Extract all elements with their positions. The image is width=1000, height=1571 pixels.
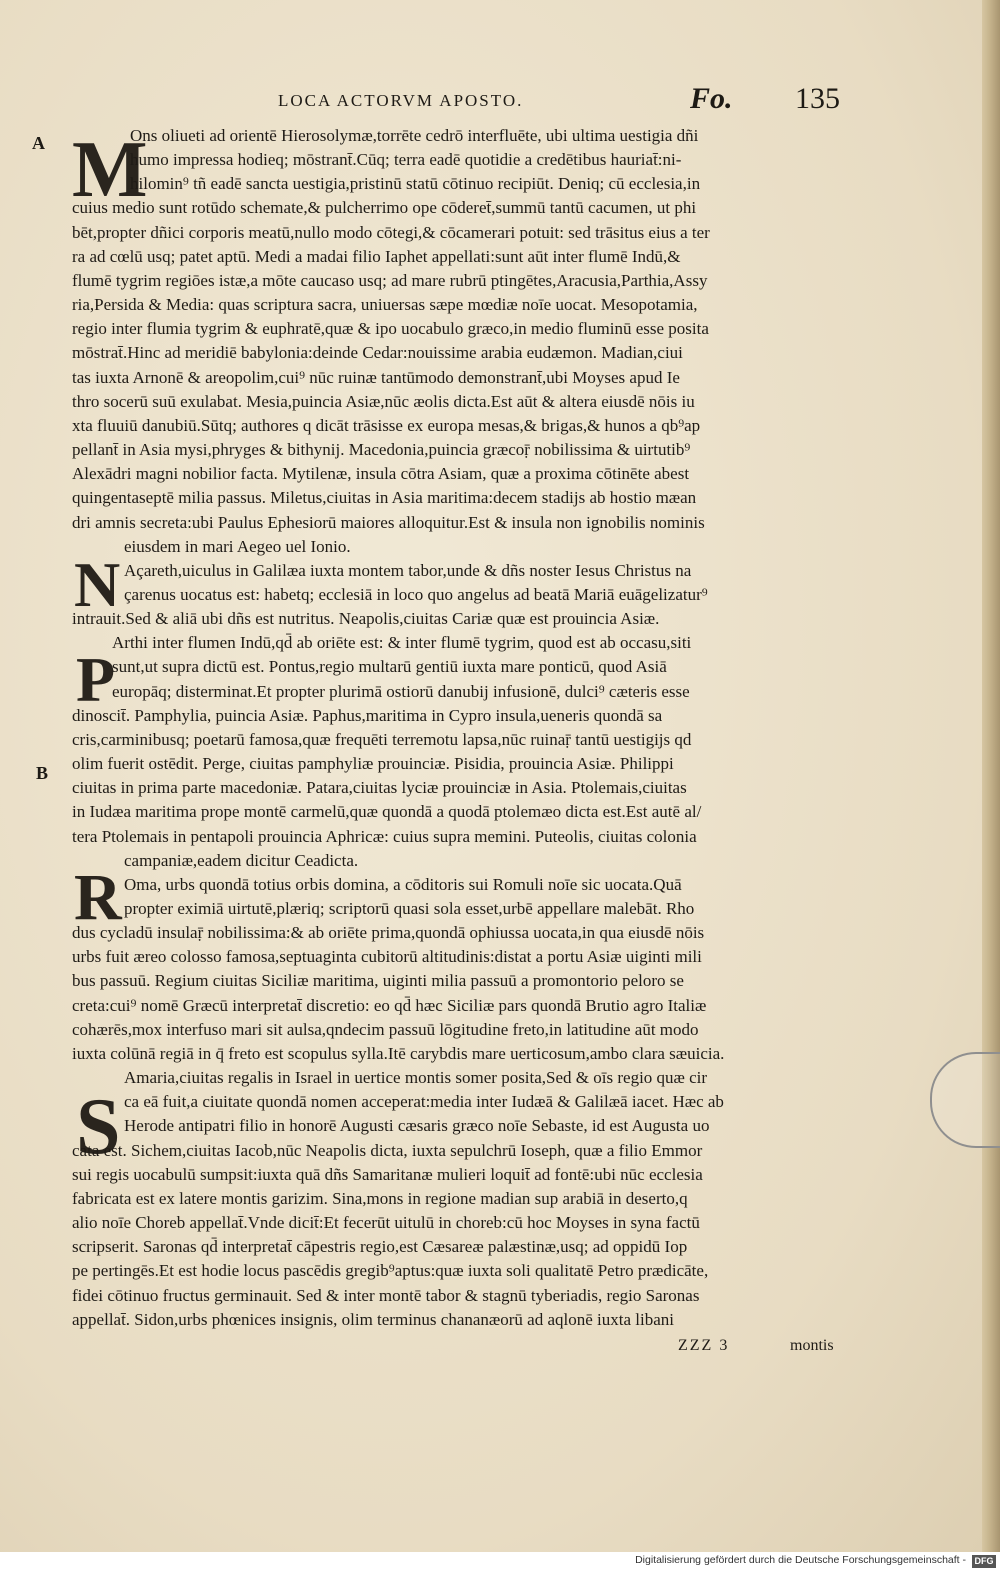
text-line: fabricata est ex latere montis garizim. Sina,mons in regione madian sup arabiā in deserto,q	[72, 1188, 688, 1208]
text-line: appellat̄. Sidon,urbs phœnices insignis, olim terminus chananæorū ad aqlonē iuxta libani	[72, 1309, 674, 1329]
initial-n: N	[74, 549, 121, 620]
text-line: pe pertingēs.Et est hodie locus pascēdis gregib⁹aptus:quæ iuxta soli qualitatē Petro prædicāte,	[72, 1261, 709, 1281]
text-line: Alexādri magni nobilior facta. Mytilenæ, insula cōtra Asiam, quæ a proxima cōtinēte abest	[72, 464, 690, 484]
text-line: olim fuerit ostēdit. Perge, ciuitas pamphyliæ prouinciæ. Pisidia, prouincia Asiæ. Philippi	[72, 754, 674, 774]
text-line: ciuitas in prima parte macedoniæ. Patara,ciuitas lyciæ prouinciæ in Asia. Ptolemais,ciuitas	[72, 778, 687, 798]
text-line: alio noīe Choreb appellat̄.Vnde dicit̄:Et fecerūt uitulū in choreb:cū hoc Moyses in syna factū	[72, 1213, 700, 1233]
initial-s: S	[76, 1083, 121, 1171]
text-line: xta fluuiū danubiū.Sūtq; authores q dicāt trāsisse ex europa mesas,& brigas,& hunos a qb⁹ap	[72, 415, 701, 435]
text-line: in Iudæa maritima prope montē carmelū,quæ quondā a quodā ptolemæo dicta est.Est autē al/	[72, 802, 702, 822]
text-line: cuius medio sunt rotūdo schemate,& pulcherrimo ope cōderet̄,summū tantū cacumen, ut phi	[72, 198, 697, 218]
text-line: campaniæ,eadem dicitur Ceadicta.	[124, 850, 359, 870]
text-line: tas iuxta Arnonē & areopolim,cui⁹ nūc ruinæ tantūmodo demonstrant̄,ubi Moyses apud Ie	[72, 367, 680, 387]
folio-label: Fo.	[690, 82, 733, 115]
initial-r: R	[74, 861, 122, 934]
text-line: ra ad cœlū usq; patet aptū. Medi a madai filio Iaphet appellati:sunt aūt inter flumē Indū,&	[72, 246, 681, 266]
text-line: regio inter flumia tygrim & euphratē,quæ & ipo uocabulo græco,in medio fluminū esse posita	[72, 319, 709, 339]
catchword: montis	[790, 1337, 834, 1354]
text-line: urbs fuit æreo colosso famosa,septuaginta cubitorū altitudinis:distat a portu Asiæ uiginti mili	[72, 947, 702, 967]
text-line: bēt,propter dñici corporis meatū,nullo modo cōtegi,& cōcamerari potuit: sed trāsitus eius a ter	[72, 222, 710, 242]
dfg-logo-icon: DFG	[972, 1555, 996, 1568]
text-line: propter eximiā uirtutē,plæriq; scriptorū quasi sola esset,urbē appellare malebāt. Rho	[124, 899, 695, 918]
body-text	[72, 124, 844, 1332]
text-line: dinoscit̄. Pamphylia, puincia Asiæ. Paphus,maritima in Cypro insula,ueneris quondā sa	[72, 705, 663, 725]
folio-number: 135	[795, 82, 840, 115]
text-line: Amaria,ciuitas regalis in Israel in uertice montis somer posita,Sed & oīs regio quæ cir	[124, 1068, 708, 1088]
text-line: Herode antipatri filio in honorē Augusti cæsaris græco noīe Sebaste, id est Augusta uo	[124, 1116, 710, 1136]
text-line: mōstrat̄.Hinc ad meridiē babylonia:deinde Cedar:nouissime arabia eudæmon. Madian,ciui	[72, 343, 683, 363]
text-line: ria,Persida & Media: quas scriptura sacra, uniuersas sæpe mœdiæ noīe uocat. Mesopotamia,	[72, 295, 698, 315]
text-line: sunt,ut supra dictū est. Pontus,regio multarū gentiū iuxta mare ponticū, quod Asiā	[112, 657, 667, 677]
text-line: pellant̄ in Asia mysi,phryges & bithynij. Macedonia,puincia græcoṝ nobilissima & uirtutib⁹	[72, 440, 691, 460]
text-line: europāq; disterminat.Et propter plurimā ostiorū danubij infusionē, dulci⁹ cæteris esse	[112, 681, 690, 701]
initial-p: P	[76, 644, 116, 715]
text-line: creta:cui⁹ nomē Græcū interpretat̄ discretio: eo qd̄ hæc Siciliæ pars quondā Brutio agro Italiæ	[72, 995, 707, 1015]
text-line: Oma, urbs quondā totius orbis domina, a cōditoris sui Romuli noīe sic uocata.Quā	[124, 874, 682, 894]
text-line: humo impressa hodieq; mōstrant̄.Cūq; terra eadē quotidie a credētibus hauriat̄:ni-	[130, 150, 682, 170]
text-line: fidei cōtinuo fructus germinauit. Sed & inter montē tabor & stagnū tyberiadis, regio Saronas	[72, 1285, 700, 1305]
text-line: ca eā fuit,a ciuitate quondā nomen acceperat:media inter Iudæā & Galilæā iacet. Hæc ab	[124, 1092, 724, 1112]
text-line: bus passuū. Regium ciuitas Siciliæ maritima, uiginti milia passuū a promontorio peloro se	[72, 971, 684, 991]
text-line: Arthi inter flumen Indū,qd̄ ab oriēte est: & inter flumē tygrim, quod est ab occasu,siti	[112, 633, 692, 653]
text-line: hilomin⁹ tñ eadē sancta uestigia,pristinū statū cōtinuo recipiūt. Deniq; cū ecclesia,in	[130, 174, 701, 194]
text-line: sui regis uocabulū sumpsit:iuxta quā dñs Samaritanæ mulieri loquit̄ ad fontē:ubi nūc ecclesia	[72, 1164, 703, 1184]
text-line: çarenus uocatus est: habetq; ecclesiā in loco quo angelus ad beatā Mariā euāgelizatur⁹	[124, 584, 708, 604]
text-line: flumē tygrim regiōes istæ,a mōte caucaso usq; ad mare rubrū ptingētes,Aracusia,Parthia,Assy	[72, 270, 708, 290]
text-line: cris,carminibusq; poetarū famosa,quæ frequēti terremotu lapsa,nūc ruinaṝ tantū uestigijs qd	[72, 729, 692, 749]
running-title: LOCA ACTORVM APOSTO.	[278, 91, 524, 110]
text-line: Açareth,uiculus in Galilæa iuxta montem tabor,unde & dñs noster Iesus Christus na	[124, 560, 692, 580]
margin-letter-b: B	[36, 763, 49, 783]
text-line: thro socerū suū exulabat. Mesia,puincia Asiæ,nūc æolis dicta.Est aūt & altera eiusdē nōis iu	[72, 391, 695, 411]
text-line: dri amnis secreta:ubi Paulus Ephesiorū maiores alloquitur.Est & insula non ignobilis nominis	[72, 512, 705, 532]
text-line: quingentaseptē milia passus. Miletus,ciuitas in Asia maritima:decem stadijs ab hostio mæan	[72, 488, 697, 508]
text-line: eiusdem in mari Aegeo uel Ionio.	[124, 536, 351, 556]
text-line: intrauit.Sed & aliā ubi dñs est nutritus. Neapolis,ciuitas Cariæ quæ est prouincia Asiæ.	[72, 609, 660, 629]
footer-credit: Digitalisierung gefördert durch die Deutsche Forschungsgemeinschaft -	[635, 1554, 966, 1566]
page-edge	[982, 0, 1000, 1552]
text-line: Ons oliueti ad orientē Hierosolymæ,torrēte cedrō interfluēte, ubi ultima uestigia dñi	[130, 126, 699, 145]
text-line: tera Ptolemais in pentapoli prouincia Aphricæ: cuius supra memini. Puteolis, ciuitas colonia	[72, 826, 697, 846]
text-line: iuxta colūnā regiā in q̄ freto est scopulus sylla.Itē carybdis mare uerticosum,ambo clara sæuicia.	[72, 1043, 725, 1063]
text-line: scripserit. Saronas qd̄ interpretat̄ cāpestris regio,est Cæsareæ palæstinæ,usq; ad oppidū Iop	[72, 1237, 688, 1257]
text-line: cohærēs,mox interfuso mari sit aulsa,qndecim passuū lōgitudine freto,in latitudine aūt modo	[72, 1019, 699, 1039]
text-line: dus cycladū insulaṝ nobilissima:& ab oriēte prima,quondā ophiussa uocata,in qua eiusdē nōis	[72, 923, 705, 943]
initial-m: M	[72, 126, 148, 214]
margin-letter-a: A	[32, 133, 45, 153]
signature-mark: ZZZ 3	[678, 1337, 730, 1354]
text-line: cata est. Sichem,ciuitas Iacob,nūc Neapolis dicta, iuxta sepulchrū Ioseph, quæ a filio Emmor	[72, 1140, 703, 1160]
